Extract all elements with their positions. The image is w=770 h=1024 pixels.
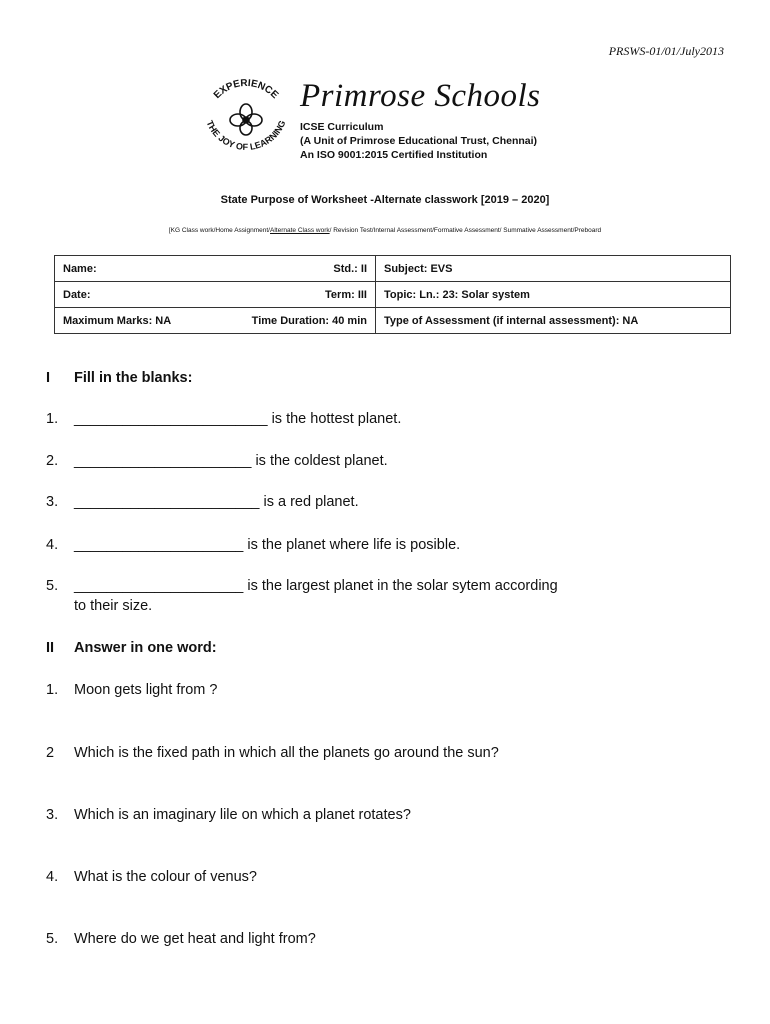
time-duration: Time Duration: 40 min [251, 314, 367, 327]
term-value: Term: III [325, 288, 367, 301]
name-label: Name: [63, 262, 97, 275]
svg-text:EXPERIENCE [212, 78, 281, 101]
iso-line: An ISO 9001:2015 Certified Institution [300, 149, 488, 161]
school-header [300, 78, 541, 162]
subject-value: Subject: EVS [376, 256, 731, 282]
date-label: Date: [63, 288, 91, 301]
flower-icon [230, 104, 262, 135]
worksheet-types: [KG Class work/Home Assignment/Alternate Class work/ Revision Test/Internal Assessment/Formative Assessment/ Summative Assessment/Preboard [168, 227, 602, 234]
curriculum: ICSE Curriculum [300, 121, 384, 133]
std-value: Std.: II [333, 262, 367, 275]
logo-text-top: EXPERIENCE [211, 78, 281, 101]
selected-type: Alternate Class work [270, 227, 330, 234]
school-name: Primrose Schools [300, 78, 541, 114]
logo-text-bottom: THE JOY OF LEARNING [204, 118, 288, 153]
topic-value: Topic: Ln.: 23: Solar system [376, 282, 731, 308]
school-logo [198, 78, 294, 158]
trust-line: (A Unit of Primrose Educational Trust, Chennai) [300, 135, 538, 147]
student-info-table [54, 255, 731, 334]
max-marks: Maximum Marks: NA [63, 314, 172, 327]
assessment-type: Type of Assessment (if internal assessment): NA [376, 308, 731, 334]
worksheet-purpose: State Purpose of Worksheet -Alternate classwork [2019 – 2020] [220, 194, 550, 206]
reference-code: PRSWS-01/01/July2013 [608, 44, 724, 58]
